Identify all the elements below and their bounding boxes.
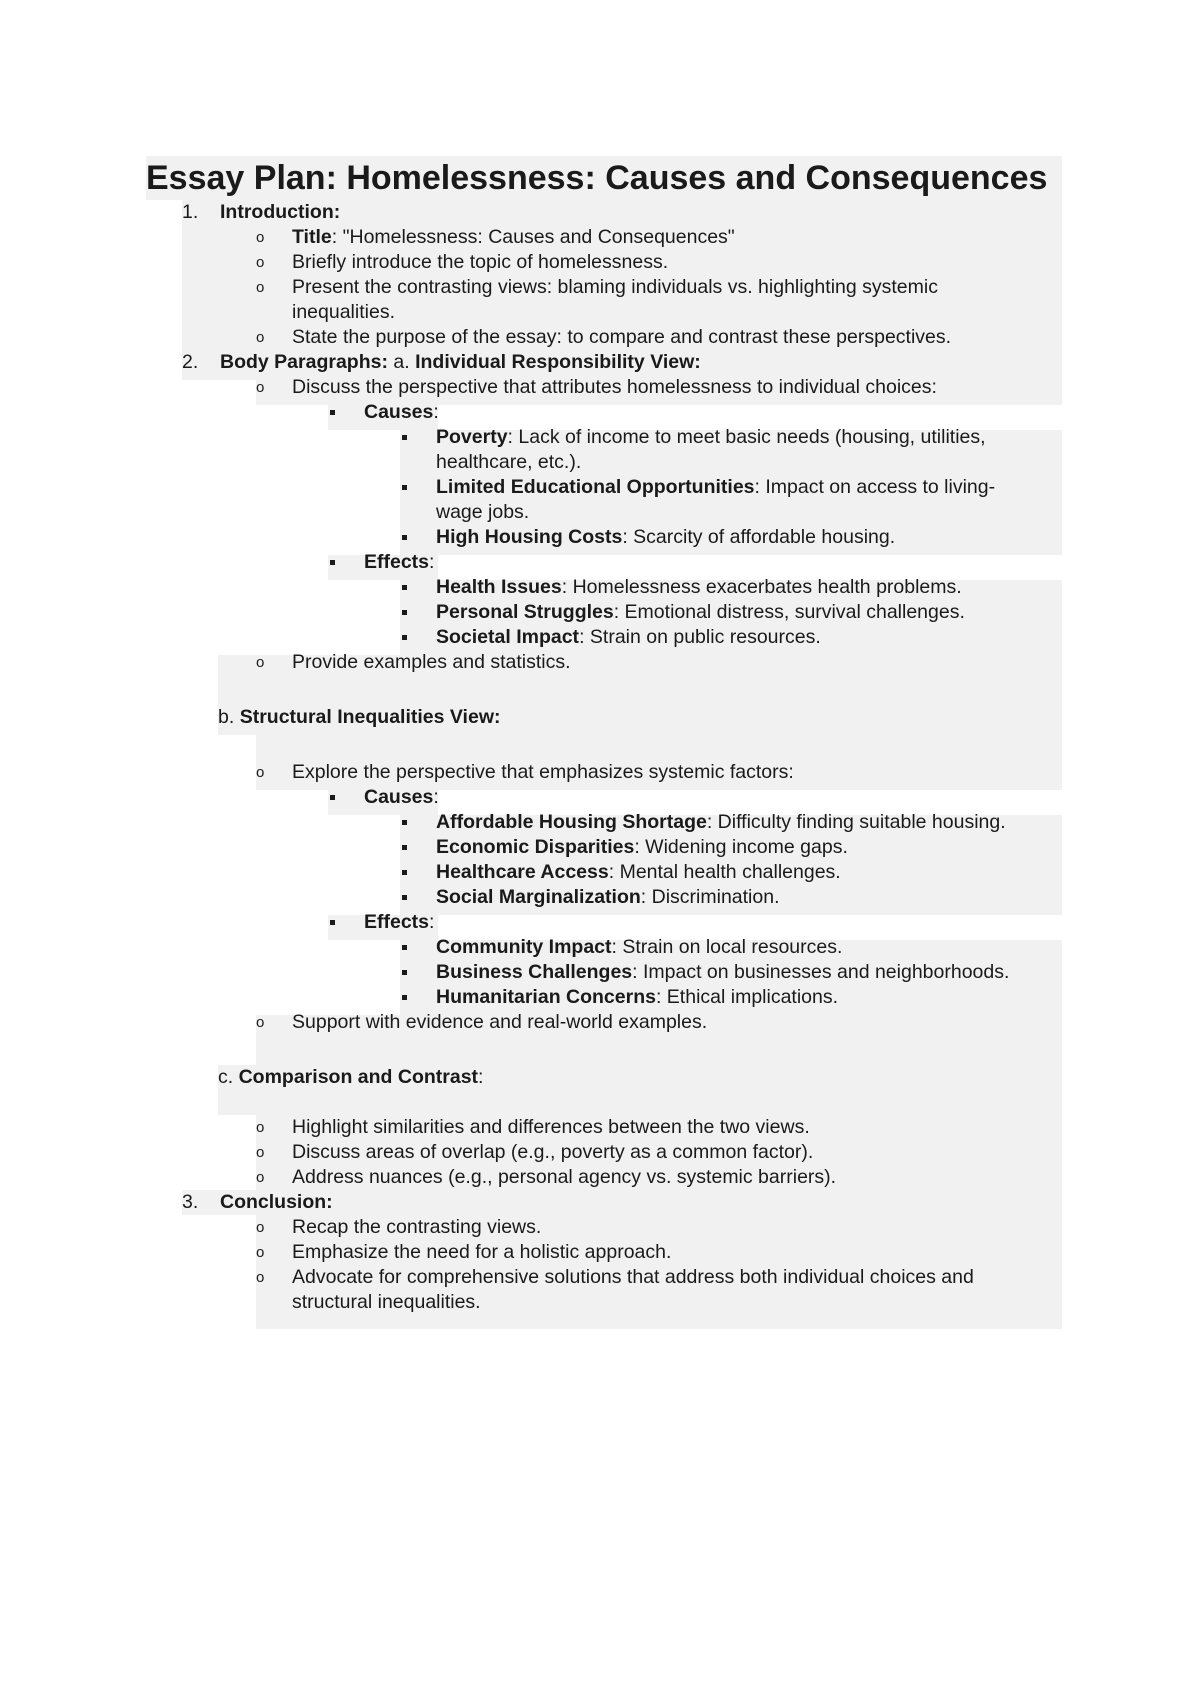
item-term: Societal Impact <box>436 626 580 648</box>
square-bullet-icon <box>402 820 407 825</box>
list-item: Discuss areas of overlap (e.g., poverty as a common factor). <box>292 1141 814 1163</box>
list-item: State the purpose of the essay: to compare and contrast these perspectives. <box>292 326 952 348</box>
list-item <box>436 985 838 1010</box>
sublist-heading-causes <box>364 400 439 425</box>
list-marker: o <box>256 1169 265 1186</box>
list-number: 3. <box>182 1191 199 1213</box>
square-bullet-icon <box>402 435 407 440</box>
list-marker: o <box>256 279 265 296</box>
square-bullet-icon <box>330 920 335 925</box>
item-text: : Difficulty finding suitable housing. <box>706 811 1006 833</box>
item-text: : Strain on local resources. <box>611 936 843 958</box>
section-heading-body <box>182 350 701 375</box>
list-marker: o <box>256 1244 265 1261</box>
square-bullet-icon <box>402 485 407 490</box>
square-bullet-icon <box>402 970 407 975</box>
item-term: Affordable Housing Shortage <box>436 811 707 833</box>
item-text: : Discrimination. <box>640 886 780 908</box>
list-marker: o <box>256 1014 265 1031</box>
subsection-prefix: b. <box>218 706 240 728</box>
list-item <box>436 525 895 550</box>
square-bullet-icon <box>402 845 407 850</box>
section-label: Body Paragraphs: <box>220 351 388 373</box>
sublist-heading-causes <box>364 785 439 810</box>
list-item <box>436 600 965 625</box>
item-text: : Mental health challenges. <box>608 861 841 883</box>
list-item <box>436 475 995 500</box>
item-text: : Impact on access to living- <box>754 476 996 498</box>
list-item: Explore the perspective that emphasizes systemic factors: <box>292 761 794 783</box>
item-term: Business Challenges <box>436 961 633 983</box>
list-item-continuation: wage jobs. <box>436 501 530 523</box>
list-number: 2. <box>182 351 199 373</box>
square-bullet-icon <box>330 795 335 800</box>
list-marker: o <box>256 329 265 346</box>
item-term: Personal Struggles <box>436 601 614 623</box>
sublist-label: Effects <box>364 911 430 933</box>
list-item-continuation: inequalities. <box>292 301 395 323</box>
list-item: Advocate for comprehensive solutions that address both individual choices and <box>292 1266 974 1288</box>
square-bullet-icon <box>402 610 407 615</box>
item-term: Poverty <box>436 426 508 448</box>
item-text: : Emotional distress, survival challenges. <box>613 601 965 623</box>
colon: : <box>433 786 439 808</box>
list-item: Provide examples and statistics. <box>292 651 571 673</box>
list-item-continuation: healthcare, etc.). <box>436 451 582 473</box>
list-item <box>436 835 848 860</box>
subsection-prefix: c. <box>218 1066 239 1088</box>
sublist-label: Causes <box>364 401 434 423</box>
list-marker: o <box>256 1144 265 1161</box>
list-marker: o <box>256 1269 265 1286</box>
subsection-heading-c <box>218 1065 483 1090</box>
item-text: : "Homelessness: Causes and Consequences" <box>331 226 735 248</box>
item-text: : Lack of income to meet basic needs (housing, utilities, <box>507 426 986 448</box>
sublist-heading-effects <box>364 550 434 575</box>
square-bullet-icon <box>402 535 407 540</box>
item-text: : Scarcity of affordable housing. <box>622 526 896 548</box>
subsection-prefix: a. <box>387 351 416 373</box>
list-marker: o <box>256 1219 265 1236</box>
item-text: : Widening income gaps. <box>634 836 848 858</box>
list-item <box>436 935 842 960</box>
list-item: Present the contrasting views: blaming individuals vs. highlighting systemic <box>292 276 938 298</box>
item-text: : Ethical implications. <box>655 986 839 1008</box>
item-term: Limited Educational Opportunities <box>436 476 755 498</box>
subsection-heading-b <box>218 705 500 730</box>
square-bullet-icon <box>402 895 407 900</box>
list-item <box>292 225 735 250</box>
list-marker: o <box>256 654 265 671</box>
list-item <box>436 860 841 885</box>
list-item: Address nuances (e.g., personal agency vs. systemic barriers). <box>292 1166 837 1188</box>
colon: : <box>433 401 439 423</box>
square-bullet-icon <box>402 995 407 1000</box>
square-bullet-icon <box>402 585 407 590</box>
square-bullet-icon <box>330 560 335 565</box>
section-heading-introduction <box>182 200 340 225</box>
section-label: Conclusion: <box>220 1191 333 1213</box>
item-term: Health Issues <box>436 576 562 598</box>
list-item <box>436 625 821 650</box>
list-item <box>436 960 1009 985</box>
list-item: Highlight similarities and differences between the two views. <box>292 1116 810 1138</box>
list-marker: o <box>256 379 265 396</box>
list-item: Recap the contrasting views. <box>292 1216 542 1238</box>
list-item <box>436 575 962 600</box>
item-term: Healthcare Access <box>436 861 609 883</box>
list-item: Discuss the perspective that attributes homelessness to individual choices: <box>292 376 937 398</box>
item-term: Community Impact <box>436 936 612 958</box>
square-bullet-icon <box>402 945 407 950</box>
item-term: Economic Disparities <box>436 836 635 858</box>
list-marker: o <box>256 254 265 271</box>
list-item <box>436 885 780 910</box>
list-marker: o <box>256 764 265 781</box>
item-text: : Impact on businesses and neighborhoods. <box>632 961 1010 983</box>
list-item <box>436 810 1006 835</box>
list-marker: o <box>256 1119 265 1136</box>
colon: : <box>478 1066 484 1088</box>
colon: : <box>429 551 435 573</box>
section-heading-conclusion <box>182 1190 333 1215</box>
list-item-continuation: structural inequalities. <box>292 1291 481 1313</box>
subsection-label: Individual Responsibility View: <box>415 351 701 373</box>
colon: : <box>429 911 435 933</box>
square-bullet-icon <box>402 870 407 875</box>
square-bullet-icon <box>330 410 335 415</box>
item-term: Title <box>292 226 332 248</box>
list-item: Support with evidence and real-world examples. <box>292 1011 708 1033</box>
subsection-label: Structural Inequalities View: <box>239 706 501 728</box>
list-item: Emphasize the need for a holistic approach. <box>292 1241 672 1263</box>
square-bullet-icon <box>402 635 407 640</box>
sublist-label: Effects <box>364 551 430 573</box>
list-item: Briefly introduce the topic of homelessness. <box>292 251 669 273</box>
subsection-label: Comparison and Contrast <box>238 1066 479 1088</box>
list-marker: o <box>256 229 265 246</box>
sublist-heading-effects <box>364 910 434 935</box>
item-term: Humanitarian Concerns <box>436 986 656 1008</box>
sublist-label: Causes <box>364 786 434 808</box>
section-label: Introduction: <box>220 201 341 223</box>
list-number: 1. <box>182 201 199 223</box>
item-text: : Homelessness exacerbates health problems. <box>561 576 962 598</box>
item-term: Social Marginalization <box>436 886 641 908</box>
item-text: : Strain on public resources. <box>579 626 821 648</box>
item-term: High Housing Costs <box>436 526 623 548</box>
list-item <box>436 425 986 450</box>
page-title: Essay Plan: Homelessness: Causes and Consequences <box>146 159 1048 197</box>
